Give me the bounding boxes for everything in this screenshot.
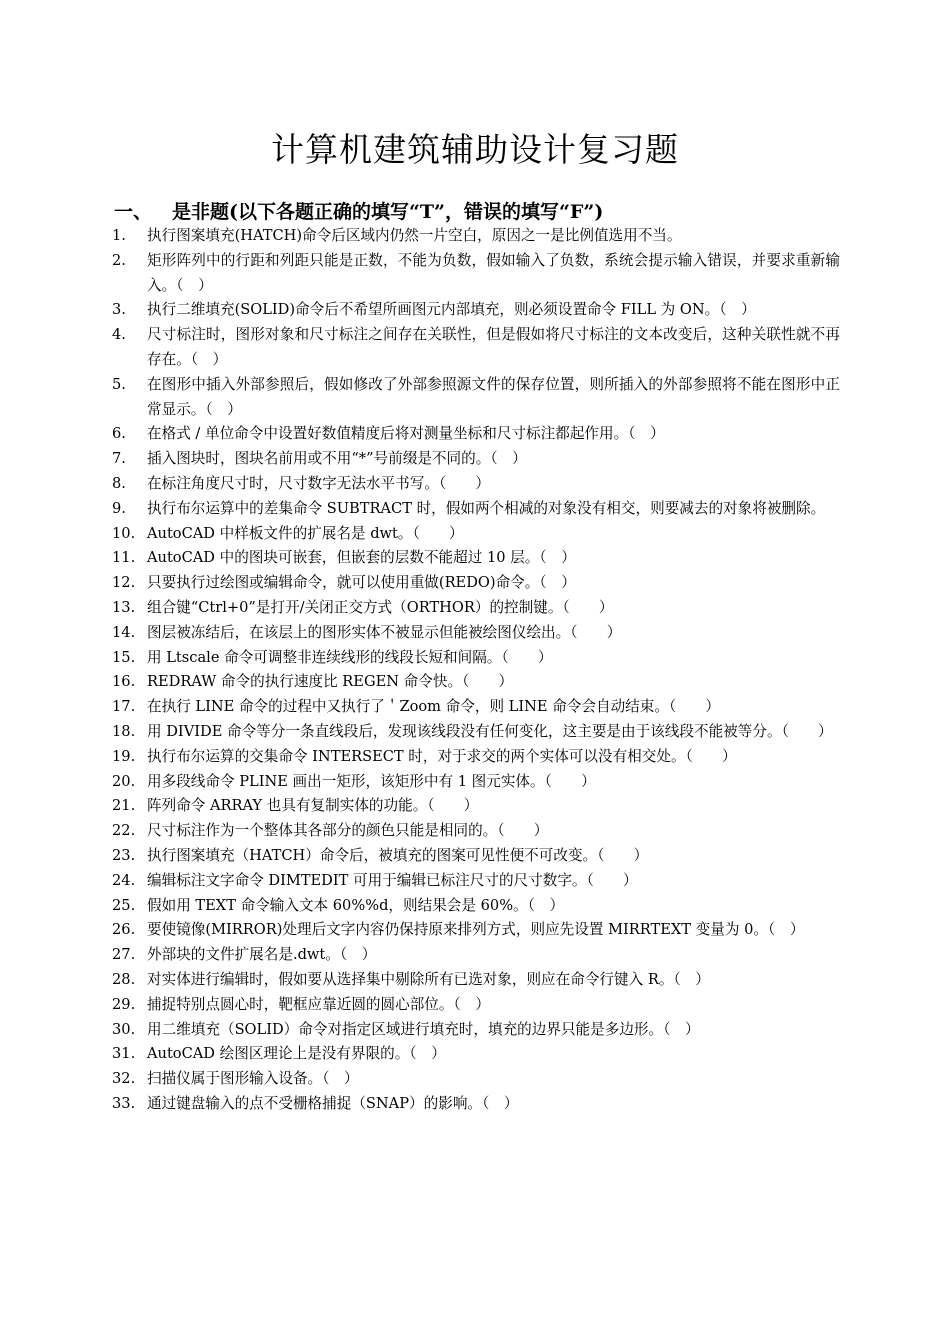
question-item (112, 1067, 840, 1092)
question-text: 在执行 LINE 命令的过程中又执行了＇Zoom 命令，则 LINE 命令会自动结束。（ ） (147, 698, 721, 716)
question-text: 尺寸标注时，图形对象和尺寸标注之间存在关联性，但是假如将尺寸标注的文本改变后，这种关联性就不再存在。（ ） (147, 326, 840, 368)
question-number: 26. (112, 921, 136, 939)
question-number: 21. (112, 797, 136, 815)
question-item (112, 918, 840, 943)
question-text: AutoCAD 中样板文件的扩展名是 dwt。（ ） (147, 524, 464, 542)
question-text: REDRAW 命令的执行速度比 REGEN 命令快。（ ） (147, 673, 514, 691)
question-number: 24. (112, 871, 136, 889)
question-item (112, 794, 840, 819)
section-heading-text: 是非题(以下各题正确的填写“T”，错误的填写“F”) (172, 201, 604, 223)
question-text: 执行图案填充（HATCH）命令后，被填充的图案可见性便不可改变。（ ） (147, 846, 649, 864)
question-item (112, 298, 840, 323)
question-text: 假如用 TEXT 命令输入文本 60%%d，则结果会是 60%。（ ） (147, 896, 565, 914)
question-number: 31. (112, 1045, 136, 1063)
question-text: 矩形阵列中的行距和列距只能是正数，不能为负数，假如输入了负数，系统会提示输入错误，并要求重新输入。（ ） (147, 251, 840, 294)
question-text: 执行图案填充(HATCH)命令后区域内仍然一片空白，原因之一是比例值选用不当。 (147, 227, 682, 244)
question-text: 尺寸标注作为一个整体其各部分的颜色只能是相同的。（ ） (147, 822, 549, 840)
question-number: 9. (112, 499, 126, 517)
question-item (112, 894, 840, 919)
question-text: 组合键“Ctrl+0”是打开/关闭正交方式（ORTHOR）的控制键。（ ） (147, 598, 614, 616)
question-item (112, 422, 840, 447)
question-text: 用 DIVIDE 命令等分一条直线段后，发现该线段没有任何变化，这主要是由于该线段不能被等分。（ ） (147, 722, 833, 740)
question-text: 在图形中插入外部参照后，假如修改了外部参照源文件的保存位置，则所插入的外部参照将不能在图形中正常显示。（ ） (147, 375, 840, 418)
question-text: 在标注角度尺寸时，尺寸数字无法水平书写。（ ） (147, 474, 490, 492)
question-number: 20. (112, 772, 136, 790)
question-text: 只要执行过绘图或编辑命令，就可以使用重做(REDO)命令。（ ） (147, 574, 576, 592)
question-text: 要使镜像(MIRROR)处理后文字内容仍保持原来排列方式，则应先设置 MIRRTEXT 变量为 0。（ ） (147, 921, 805, 939)
question-item (112, 869, 840, 894)
question-item (112, 323, 840, 373)
section-heading (114, 198, 603, 226)
question-text: AutoCAD 中的图块可嵌套，但嵌套的层数不能超过 10 层。（ ） (147, 549, 576, 567)
question-item (112, 522, 840, 547)
question-item (112, 646, 840, 671)
question-item (112, 1018, 840, 1043)
question-text: 用 Ltscale 命令可调整非连续线形的线段长短和间隔。（ ） (147, 648, 553, 666)
question-item (112, 571, 840, 596)
question-text: AutoCAD 绘图区理论上是没有界限的。（ ） (147, 1045, 446, 1063)
question-item (112, 720, 840, 745)
question-number: 32. (112, 1070, 136, 1088)
question-text: 外部块的文件扩展名是.dwt。（ ） (147, 946, 377, 964)
question-text: 阵列命令 ARRAY 也具有复制实体的功能。（ ） (147, 797, 479, 815)
question-item (112, 1092, 840, 1117)
question-text: 执行布尔运算的交集命令 INTERSECT 时，对于求交的两个实体可以没有相交处。（ ） (147, 747, 737, 765)
question-item (112, 497, 840, 522)
question-item (112, 745, 840, 770)
question-item (112, 844, 840, 869)
question-item (112, 770, 840, 795)
question-number: 1. (112, 227, 126, 244)
question-text: 执行布尔运算中的差集命令 SUBTRACT 时，假如两个相减的对象没有相交，则要减去的对象将被删除。 (147, 499, 826, 517)
question-number: 6. (112, 425, 126, 443)
question-number: 11. (112, 549, 136, 567)
question-list (112, 224, 840, 1117)
question-text: 执行二维填充(SOLID)命令后不希望所画图元内部填充，则必须设置命令 FILL 为 ON。（ ） (147, 301, 756, 319)
question-text: 用二维填充（SOLID）命令对指定区域进行填充时，填充的边界只能是多边形。（ ） (147, 1020, 700, 1038)
question-number: 27. (112, 946, 136, 964)
question-item (112, 546, 840, 571)
question-number: 30. (112, 1020, 136, 1038)
question-number: 10. (112, 524, 136, 542)
question-number: 33. (112, 1094, 136, 1112)
question-number: 17. (112, 698, 136, 716)
question-number: 15. (112, 648, 136, 666)
question-text: 对实体进行编辑时，假如要从选择集中剔除所有已选对象，则应在命令行键入 R。（ ） (147, 970, 710, 988)
question-item (112, 596, 840, 621)
question-item (112, 695, 840, 720)
question-item (112, 819, 840, 844)
question-text: 编辑标注文字命令 DIMTEDIT 可用于编辑已标注尺寸的尺寸数字。（ ） (147, 871, 638, 889)
question-number: 23. (112, 846, 136, 864)
question-item (112, 447, 840, 472)
question-number: 13. (112, 598, 136, 616)
question-text: 在格式 / 单位命令中设置好数值精度后将对测量坐标和尺寸标注都起作用。（ ） (147, 425, 665, 443)
question-text: 图层被冻结后，在该层上的图形实体不被显示但能被绘图仪绘出。（ ） (147, 623, 622, 641)
question-number: 12. (112, 574, 136, 592)
question-number: 3. (112, 301, 126, 319)
question-number: 16. (112, 673, 136, 691)
question-number: 28. (112, 970, 136, 988)
question-text: 扫描仪属于图形输入设备。（ ） (147, 1070, 359, 1088)
question-number: 8. (112, 474, 126, 492)
question-text: 通过键盘输入的点不受栅格捕捉（SNAP）的影响。（ ） (147, 1094, 519, 1112)
question-number: 22. (112, 822, 136, 840)
question-text: 捕捉特别点圆心时，靶框应靠近圆的圆心部位。（ ） (147, 995, 490, 1013)
question-number: 14. (112, 623, 136, 641)
question-item (112, 472, 840, 497)
question-item (112, 1042, 840, 1067)
section-number: 一、 (114, 201, 153, 223)
question-number: 7. (112, 450, 126, 468)
question-item (112, 621, 840, 646)
question-number: 29. (112, 995, 136, 1013)
question-item (112, 224, 840, 249)
question-item (112, 993, 840, 1018)
document-title: 计算机建筑辅助设计复习题 (271, 130, 679, 169)
question-item (112, 943, 840, 968)
question-number: 2. (112, 251, 126, 269)
question-text: 用多段线命令 PLINE 画出一矩形，该矩形中有 1 图元实体。（ ） (147, 772, 596, 790)
question-number: 18. (112, 722, 136, 740)
question-number: 19. (112, 747, 136, 765)
question-item (112, 670, 840, 695)
question-item (112, 968, 840, 993)
question-text: 插入图块时，图块名前用或不用“*”号前缀是不同的。（ ） (147, 450, 527, 468)
question-item (112, 373, 840, 423)
question-item (112, 249, 840, 299)
question-number: 4. (112, 326, 126, 344)
question-number: 25. (112, 896, 136, 914)
question-number: 5. (112, 375, 126, 393)
